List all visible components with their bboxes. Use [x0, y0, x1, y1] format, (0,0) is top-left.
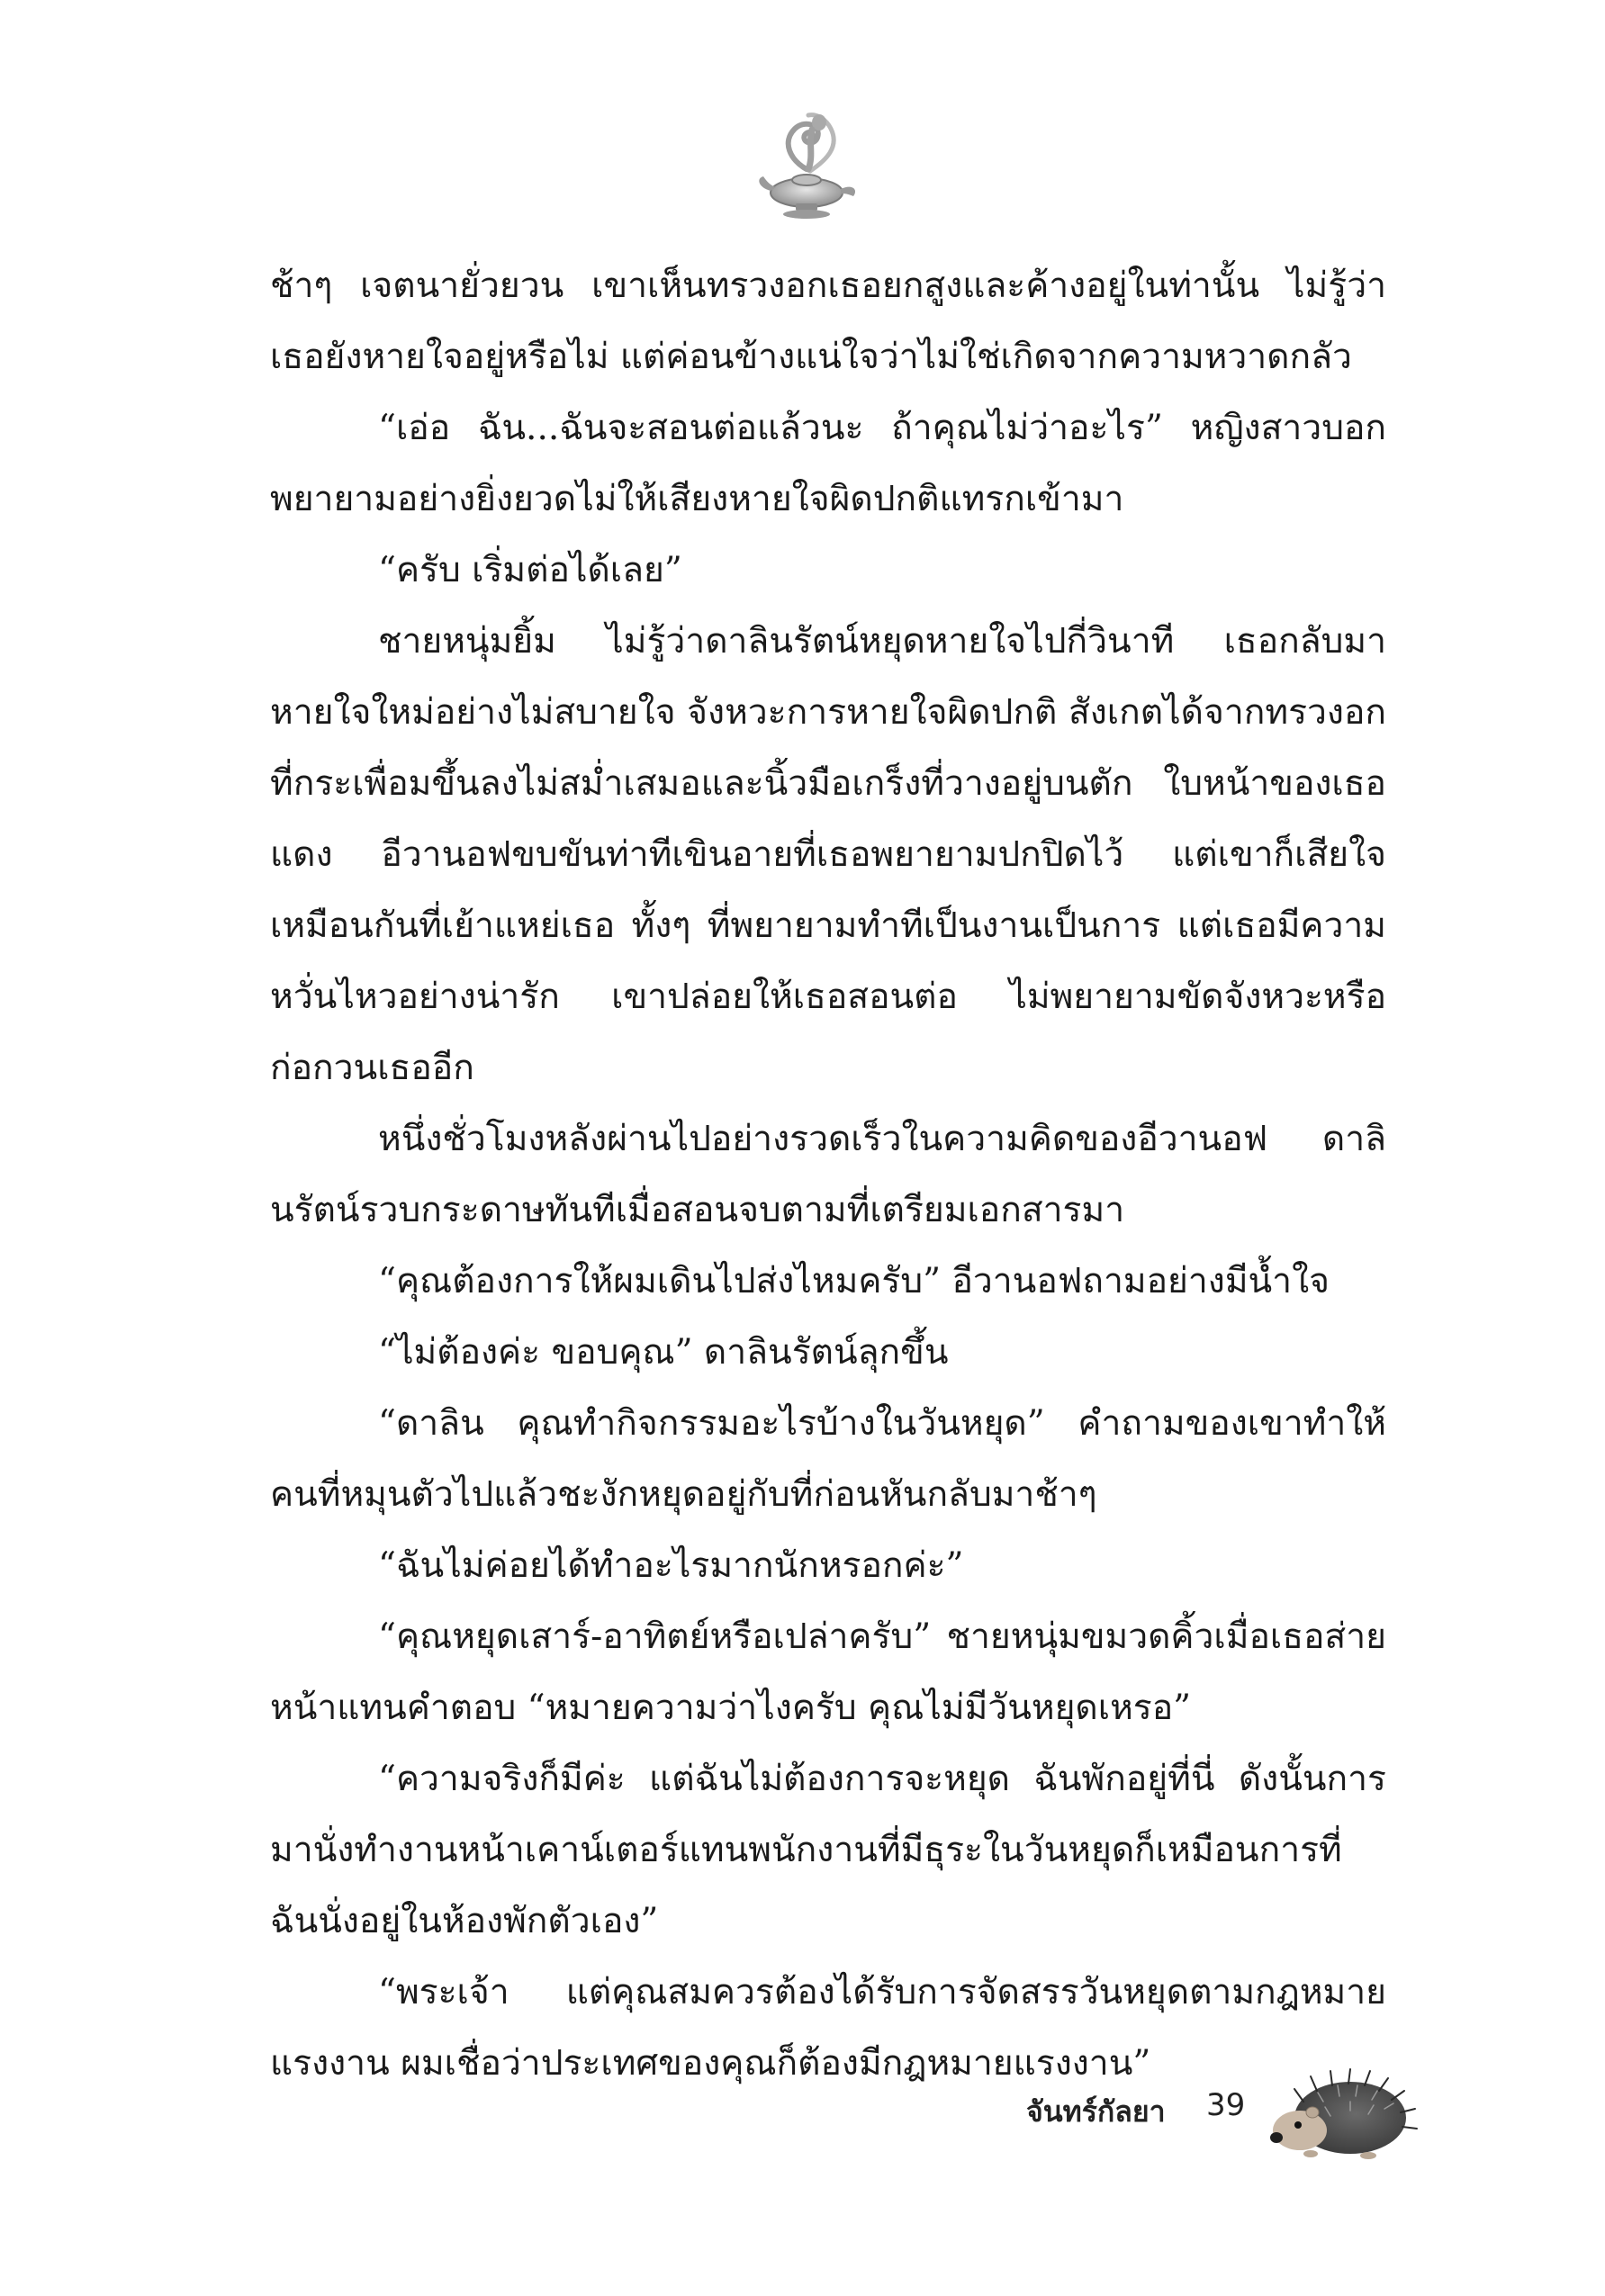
- paragraph-3: “ครับ เริ่มต่อได้เลย”: [378, 550, 682, 590]
- paragraph-10: “คุณหยุดเสาร์-อาทิตย์หรือเปล่าครับ” ชายหนุ่มขมวดคิ้วเมื่อเธอส่ายหน้าแทนคำตอบ “หมายความว่าไงครับ คุณไม่มีวันหยุดเหรอ”: [270, 1616, 1386, 1728]
- paragraph-1: ช้าๆ เจตนายั่วยวน เขาเห็นทรวงอกเธอยกสูงและค้างอยู่ในท่านั้น ไม่รู้ว่าเธอยังหายใจอยู่หรือไม่ แต่ค่อนข้างแน่ใจว่าไม่ใช่เกิดจากความหวาดกลัว: [270, 266, 1386, 377]
- paragraph-5: หนึ่งชั่วโมงหลังผ่านไปอย่างรวดเร็วในความคิดของอีวานอฟ ดาลินรัตน์รวบกระดาษทันทีเมื่อสอนจบตามที่เตรียมเอกสารมา: [270, 1119, 1386, 1230]
- page-number: 39: [1206, 2087, 1246, 2123]
- genie-lamp-icon: [754, 106, 862, 223]
- paragraph-11: “ความจริงก็มีค่ะ แต่ฉันไม่ต้องการจะหยุด ฉันพักอยู่ที่นี่ ดังนั้นการมานั่งทำงานหน้าเคาน์เตอร์แทนพนักงานที่มีธุระในวันหยุดก็เหมือนการที่ฉันนั่งอยู่ในห้องพักตัวเอง”: [270, 1759, 1386, 1941]
- body-text: [270, 250, 1386, 2099]
- hedgehog-icon: [1267, 2066, 1420, 2165]
- paragraph-8: “ดาลิน คุณทำกิจกรรมอะไรบ้างในวันหยุด” คำถามของเขาทำให้คนที่หมุนตัวไปแล้วชะงักหยุดอยู่กับที่ก่อนหันกลับมาช้าๆ: [270, 1403, 1386, 1515]
- paragraph-2: “เอ่อ ฉัน...ฉันจะสอนต่อแล้วนะ ถ้าคุณไม่ว่าอะไร” หญิงสาวบอกพยายามอย่างยิ่งยวดไม่ให้เสียงหายใจผิดปกติแทรกเข้ามา: [270, 408, 1386, 519]
- author-name: จันทร์กัลยา: [1026, 2094, 1166, 2129]
- page-footer: [1026, 2066, 1422, 2165]
- paragraph-9: “ฉันไม่ค่อยได้ทำอะไรมากนักหรอกค่ะ”: [378, 1545, 964, 1586]
- paragraph-6: “คุณต้องการให้ผมเดินไปส่งไหมครับ” อีวานอฟถามอย่างมีน้ำใจ: [378, 1261, 1330, 1301]
- paragraph-7: “ไม่ต้องค่ะ ขอบคุณ” ดาลินรัตน์ลุกขึ้น: [378, 1332, 949, 1373]
- paragraph-12: “พระเจ้า แต่คุณสมควรต้องได้รับการจัดสรรวันหยุดตามกฎหมายแรงงาน ผมเชื่อว่าประเทศของคุณก็ต้องมีกฎหมายแรงงาน”: [270, 1972, 1386, 2084]
- paragraph-4: ชายหนุ่มยิ้ม ไม่รู้ว่าดาลินรัตน์หยุดหายใจไปกี่วินาที เธอกลับมาหายใจใหม่อย่างไม่สบายใจ จังหวะการหายใจผิดปกติ สังเกตได้จากทรวงอกที่กระเพื่อมขึ้นลงไม่สม่ำเสมอและนิ้วมือเกร็งที่วางอยู่บนตัก ใบหน้าของเธอแดง อีวานอฟขบขันท่าทีเขินอายที่เธอพยายามปกปิดไว้ แต่เขาก็เสียใจเหมือนกันที่เย้าแหย่เธอ ทั้งๆ ที่พยายามทำทีเป็นงานเป็นการ แต่เธอมีความหวั่นไหวอย่างน่ารัก เขาปล่อยให้เธอสอนต่อ ไม่พยายามขัดจังหวะหรือก่อกวนเธออีก: [270, 621, 1386, 1088]
